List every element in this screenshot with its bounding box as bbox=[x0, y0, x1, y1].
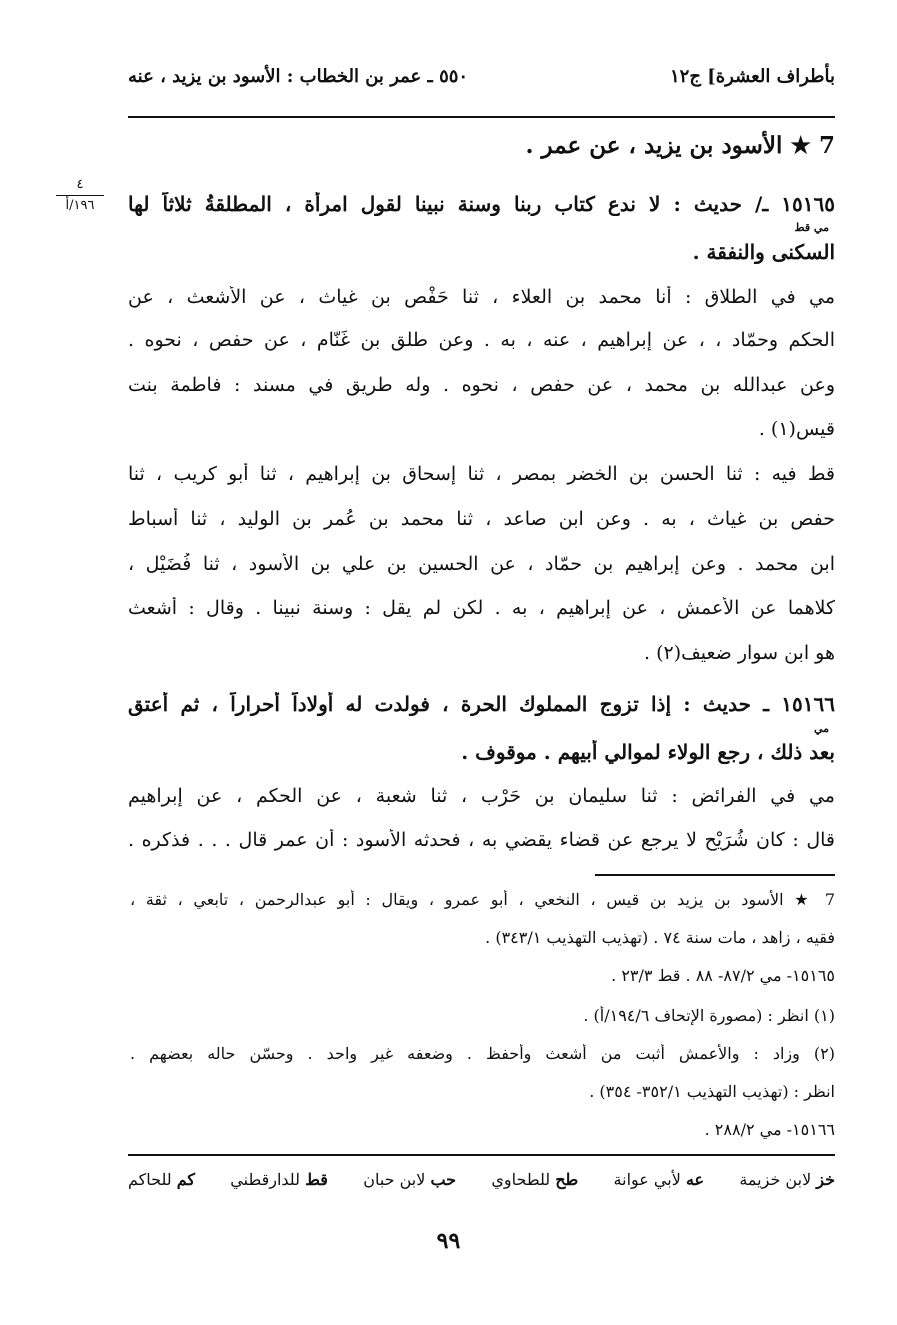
manuscript-folio-ref bbox=[50, 176, 110, 215]
abbreviations-key bbox=[128, 1170, 835, 1189]
page-number: ٩٩ bbox=[436, 1228, 461, 1254]
abbreviation-item: حب لابن حبان bbox=[363, 1170, 457, 1189]
hadith-15166-line-1: ١٥١٦٦ ـ حديث : إذا تزوج المملوك الحرة ، فولدت له أولاداً أحراراً ، ثم أعتق bbox=[128, 692, 835, 716]
hadith-15166-line-2: بعد ذلك ، رجع الولاء لموالي أبيهم . موقوف . bbox=[461, 740, 835, 764]
hadith-15165-line-1: ١٥١٦٥ ـ/ حديث : لا ندع كتاب ربنا وسنة نبينا لقول امرأة ، المطلقةُ ثلاثاً لها bbox=[128, 192, 835, 216]
abbreviation-item: طح للطحاوي bbox=[491, 1170, 579, 1189]
footnote-rule bbox=[595, 874, 835, 876]
abbreviation-item: عه لأبي عوانة bbox=[613, 1170, 705, 1189]
running-head-right: بأطراف العشرة] ج١٢ bbox=[669, 66, 835, 87]
footnote-line: 7 ★ الأسود بن يزيد بن قيس ، النخعي ، أبو عمرو ، ويقال : أبو عبدالرحمن ، تابعي ، ثقة ، bbox=[130, 890, 835, 909]
body-line: قال : كان شُرَيْح لا يرجع عن قضاء يقضي به ، فحدثه الأسود : أن عمر قال . . . فذكره . bbox=[128, 829, 835, 851]
footnote-line: ١٥١٦٥- مي ٨٧/٢- ٨٨ . قط ٢٣/٣ . bbox=[611, 966, 835, 985]
body-line: هو ابن سوار ضعيف(٢) . bbox=[643, 642, 835, 664]
section-title: 7 ★ الأسود بن يزيد ، عن عمر . bbox=[525, 132, 835, 159]
folio-ref-divider bbox=[56, 195, 104, 196]
body-line: كلاهما عن الأعمش ، عن إبراهيم ، به . لكن لم يقل : وسنة نبينا . وقال : أشعث bbox=[128, 597, 835, 619]
folio-ref-top: ٤ bbox=[76, 177, 84, 192]
siglum-note-1: مي قط bbox=[794, 221, 829, 234]
abbreviation-item: قط للدارقطني bbox=[230, 1170, 328, 1189]
abbreviation-item: خز لابن خزيمة bbox=[739, 1170, 835, 1189]
footnote-line: (١) انظر : (مصورة الإتحاف ١٩٤/٦/أ) . bbox=[583, 1006, 835, 1025]
body-line: وعن عبدالله بن محمد ، عن حفص ، نحوه . وله طريق في مسند : فاطمة بنت bbox=[128, 374, 835, 396]
body-line: مي في الفرائض : ثنا سليمان بن حَرْب ، ثنا شعبة ، عن الحكم ، عن إبراهيم bbox=[128, 785, 835, 807]
footnote-line: (٢) وزاد : والأعمش أثبت من أشعث وأحفظ . وضعفه غير واحد . وحسّن حاله بعضهم . bbox=[130, 1044, 835, 1063]
folio-ref-bottom: ١٩٦/أ bbox=[65, 198, 95, 213]
footnote-line: ١٥١٦٦- مي ٢٨٨/٢ . bbox=[704, 1120, 835, 1139]
footnote-line: انظر : (تهذيب التهذيب ٣٥٢/١- ٣٥٤) . bbox=[589, 1082, 835, 1101]
header-rule bbox=[128, 116, 835, 118]
running-head-left: ٥٥٠ ـ عمر بن الخطاب : الأسود بن يزيد ، عنه bbox=[128, 66, 469, 87]
siglum-note-2: مي bbox=[813, 722, 829, 735]
body-line: قيس(١) . bbox=[758, 418, 835, 440]
footnote-line: فقيه ، زاهد ، مات سنة ٧٤ . (تهذيب التهذيب ٣٤٣/١) . bbox=[485, 928, 835, 947]
abbreviations-rule bbox=[128, 1154, 835, 1156]
body-line: قط فيه : ثنا الحسن بن الخضر بمصر ، ثنا إسحاق بن إبراهيم ، ثنا أبو كريب ، ثنا bbox=[128, 463, 835, 485]
hadith-15165-line-2: السكنى والنفقة . bbox=[692, 240, 835, 264]
body-line: حفص بن غياث ، به . وعن ابن صاعد ، ثنا محمد بن عُمر بن الوليد ، ثنا أسباط bbox=[128, 508, 835, 530]
body-line: ابن محمد . وعن إبراهيم بن حمّاد ، عن الحسين بن علي بن الأسود ، ثنا فُضَيْل ، bbox=[128, 553, 835, 575]
body-line: الحكم وحمّاد ، ، عن إبراهيم ، عنه ، به . وعن طلق بن غَنّام ، عن حفص ، نحوه . bbox=[128, 329, 835, 351]
abbreviation-item: كم للحاكم bbox=[128, 1170, 195, 1189]
body-line: مي في الطلاق : أنا محمد بن العلاء ، ثنا حَفْص بن غياث ، عن الأشعث ، عن bbox=[128, 286, 835, 308]
